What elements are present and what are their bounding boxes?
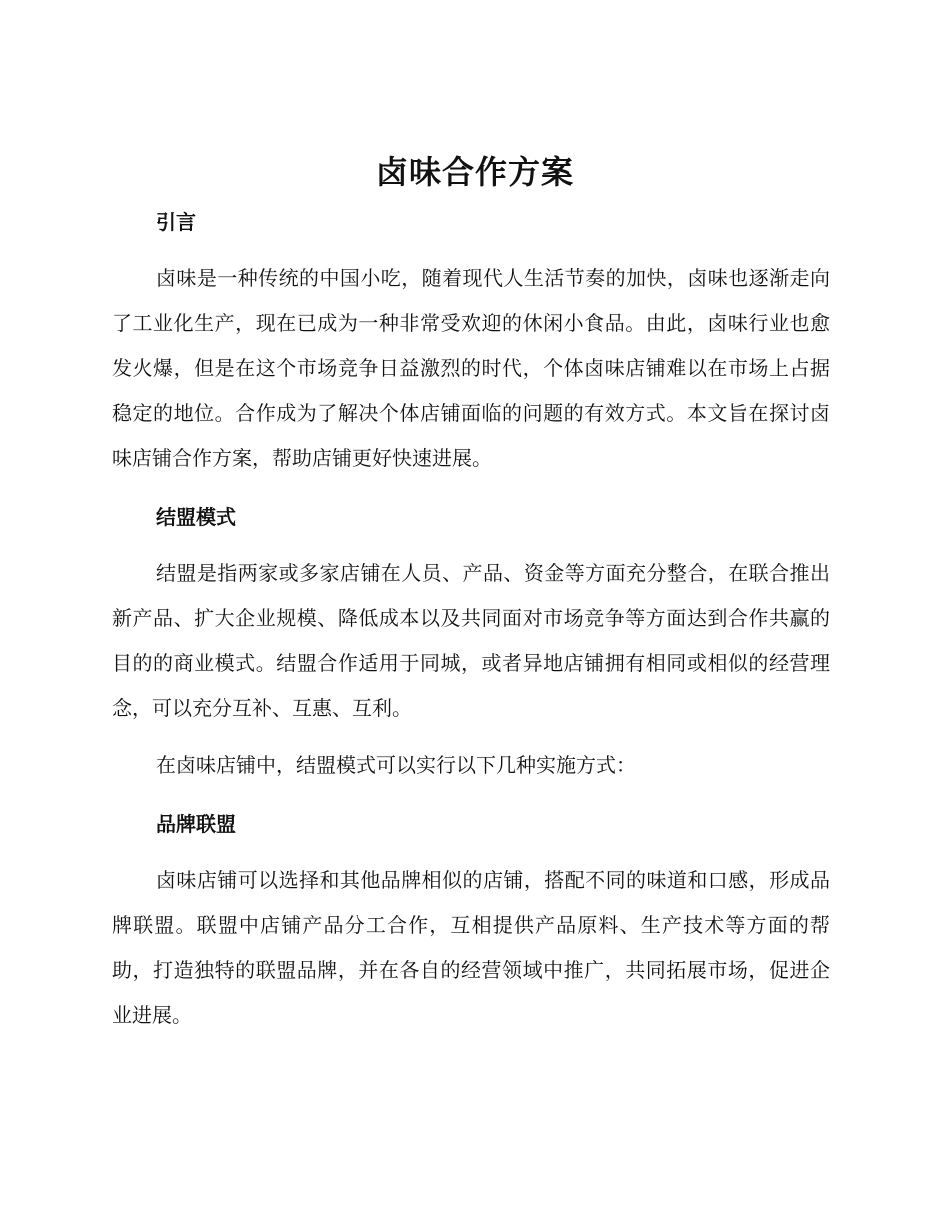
paragraph-introduction: 卤味是一种传统的中国小吃，随着现代人生活节奏的加快，卤味也逐渐走向了工业化生产，现在已成为一种非常受欢迎的休闲小食品。由此，卤味行业也愈发火爆，但是在这个市场竞争日益激烈的时代，个体卤味店铺难以在市场上占据稳定的地位。合作成为了解决个体店铺面临的问题的有效方式。本文旨在探讨卤味店铺合作方案，帮助店铺更好快速进展。 xyxy=(112,266,830,470)
section-heading-alliance-mode: 结盟模式 xyxy=(156,505,236,529)
paragraph-alliance-definition: 结盟是指两家或多家店铺在人员、产品、资金等方面充分整合，在联合推出新产品、扩大企业规模、降低成本以及共同面对市场竞争等方面达到合作共赢的目的的商业模式。结盟合作适用于同城，或者异地店铺拥有相同或相似的经营理念，可以充分互补、互惠、互利。 xyxy=(112,561,830,720)
paragraph-brand-alliance: 卤味店铺可以选择和其他品牌相似的店铺，搭配不同的味道和口感，形成品牌联盟。联盟中店铺产品分工合作，互相提供产品原料、生产技术等方面的帮助，打造独特的联盟品牌，并在各自的经营领域中推广，共同拓展市场，促进企业进展。 xyxy=(112,868,830,1027)
section-heading-introduction: 引言 xyxy=(156,210,196,234)
paragraph-alliance-methods: 在卤味店铺中，结盟模式可以实行以下几种实施方式： xyxy=(156,753,636,777)
document-title: 卤味合作方案 xyxy=(375,153,574,191)
section-heading-brand-alliance: 品牌联盟 xyxy=(156,812,236,836)
